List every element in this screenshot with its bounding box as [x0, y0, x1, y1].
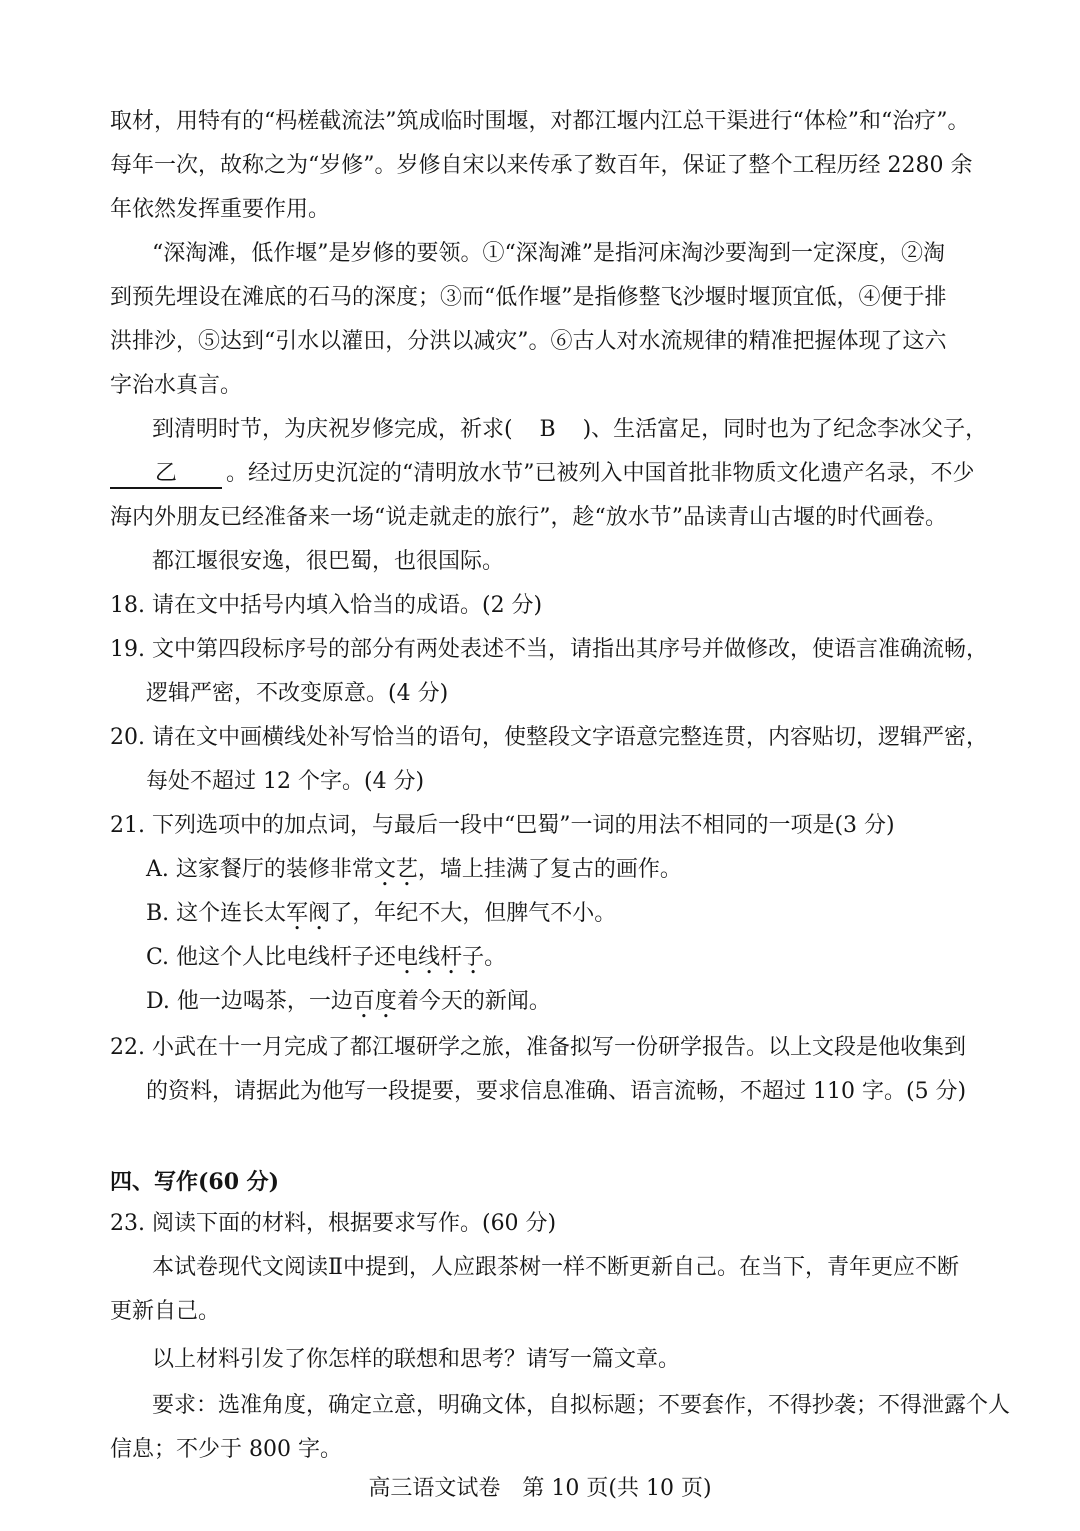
emphasis-char: 艺: [395, 857, 418, 882]
question-19: 19. 文中第四段标序号的部分有两处表述不当，请指出其序号并做修改，使语言准确流畅，: [110, 637, 988, 662]
dotted-word: [353, 989, 397, 1014]
option-c: [146, 936, 506, 980]
option-text: A. 这家餐厅的装修非常: [146, 857, 374, 882]
question-20-cont: 每处不超过 12 个字。(4 分): [146, 769, 425, 794]
option-text: D. 他一边喝茶，一边: [146, 989, 353, 1014]
emphasis-char: 度: [374, 989, 397, 1014]
passage-line: 洪排沙，⑤达到“引水以灌田，分洪以减灾”。⑥古人对水流规律的精准把握体现了这六: [110, 329, 947, 354]
section-heading-writing: 四、写作(60 分): [110, 1169, 280, 1195]
passage-text: )、生活富足，同时也为了纪念李冰父子，: [582, 417, 988, 442]
emphasis-char: 子: [462, 945, 485, 970]
material-line: 本试卷现代文阅读Ⅱ中提到，人应跟茶树一样不断更新自己。在当下，青年更应不断: [152, 1255, 959, 1280]
passage-line: 到预先埋设在滩底的石马的深度；③而“低作堰”是指修整飞沙堰时堰顶宜低，④便于排: [110, 285, 947, 310]
passage-line: 海内外朋友已经准备来一场“说走就走的旅行”，趁“放水节”品读青山古堰的时代画卷。: [110, 505, 947, 530]
option-text: ，墙上挂满了复古的画作。: [417, 857, 682, 882]
passage-text: 。经过历史沉淀的“清明放水节”已被列入中国首批非物质文化遗产名录，不少: [226, 461, 975, 486]
question-20: 20. 请在文中画横线处补写恰当的语句，使整段文字语意完整连贯，内容贴切，逻辑严密，: [110, 725, 988, 750]
option-d: [146, 980, 551, 1024]
option-text: C. 他这个人比电线杆子还: [146, 945, 397, 970]
dotted-word: [396, 945, 484, 970]
option-text: 着今天的新闻。: [396, 989, 551, 1014]
emphasis-char: 百: [352, 989, 375, 1014]
emphasis-char: 电: [396, 945, 419, 970]
question-19-cont: 逻辑严密，不改变原意。(4 分): [146, 681, 449, 706]
handwritten-answer-b: B: [539, 417, 556, 442]
passage-line: 每年一次，故称之为“岁修”。岁修自宋以来传承了数百年，保证了整个工程历经 2280 余: [110, 153, 973, 178]
option-b: [146, 892, 616, 936]
dotted-word: [286, 901, 330, 926]
passage-line: 年依然发挥重要作用。: [110, 197, 331, 222]
option-text: 。: [484, 945, 507, 970]
passage-line: 字治水真言。: [110, 373, 243, 398]
emphasis-char: 军: [286, 901, 309, 926]
question-22-cont: 的资料，请据此为他写一段提要，要求信息准确、语言流畅，不超过 110 字。(5 分): [146, 1079, 967, 1104]
passage-text: 到清明时节，为庆祝岁修完成，祈求(: [152, 417, 513, 442]
material-line: 更新自己。: [110, 1299, 221, 1324]
question-23: 23. 阅读下面的材料，根据要求写作。(60 分): [110, 1211, 557, 1236]
passage-line: 都江堰很安逸，很巴蜀，也很国际。: [152, 549, 505, 574]
material-line: 以上材料引发了你怎样的联想和思考？请写一篇文章。: [152, 1347, 681, 1372]
option-a: [146, 848, 682, 892]
emphasis-char: 线: [418, 945, 441, 970]
question-21: 21. 下列选项中的加点词，与最后一段中“巴蜀”一词的用法不相同的一项是(3 分): [110, 813, 895, 838]
option-text: 了，年纪不大，但脾气不小。: [330, 901, 617, 926]
option-text: B. 这个连长太: [146, 901, 287, 926]
emphasis-char: 阀: [308, 901, 331, 926]
passage-line: 取材，用特有的“杩槎截流法”筑成临时围堰，对都江堰内江总干渠进行“体检”和“治疗”。: [110, 109, 970, 134]
dotted-word: [374, 857, 418, 882]
question-18: 18. 请在文中括号内填入恰当的成语。(2 分): [110, 593, 543, 618]
requirement-line: 要求：选准角度，确定立意，明确文体，自拟标题；不要套作，不得抄袭；不得泄露个人: [152, 1393, 1011, 1418]
page-footer: 高三语文试卷 第 10 页(共 10 页): [368, 1476, 712, 1501]
emphasis-char: 杆: [440, 945, 463, 970]
passage-line: “深淘滩，低作堰”是岁修的要领。①“深淘滩”是指河床淘沙要淘到一定深度，②淘: [152, 241, 945, 266]
requirement-line: 信息；不少于 800 字。: [110, 1437, 342, 1462]
question-22: 22. 小武在十一月完成了都江堰研学之旅，准备拟写一份研学报告。以上文段是他收集到: [110, 1035, 966, 1060]
emphasis-char: 文: [373, 857, 396, 882]
passage-line: [110, 452, 975, 496]
fill-blank-yi: 乙: [110, 461, 222, 489]
passage-line: [152, 408, 987, 452]
